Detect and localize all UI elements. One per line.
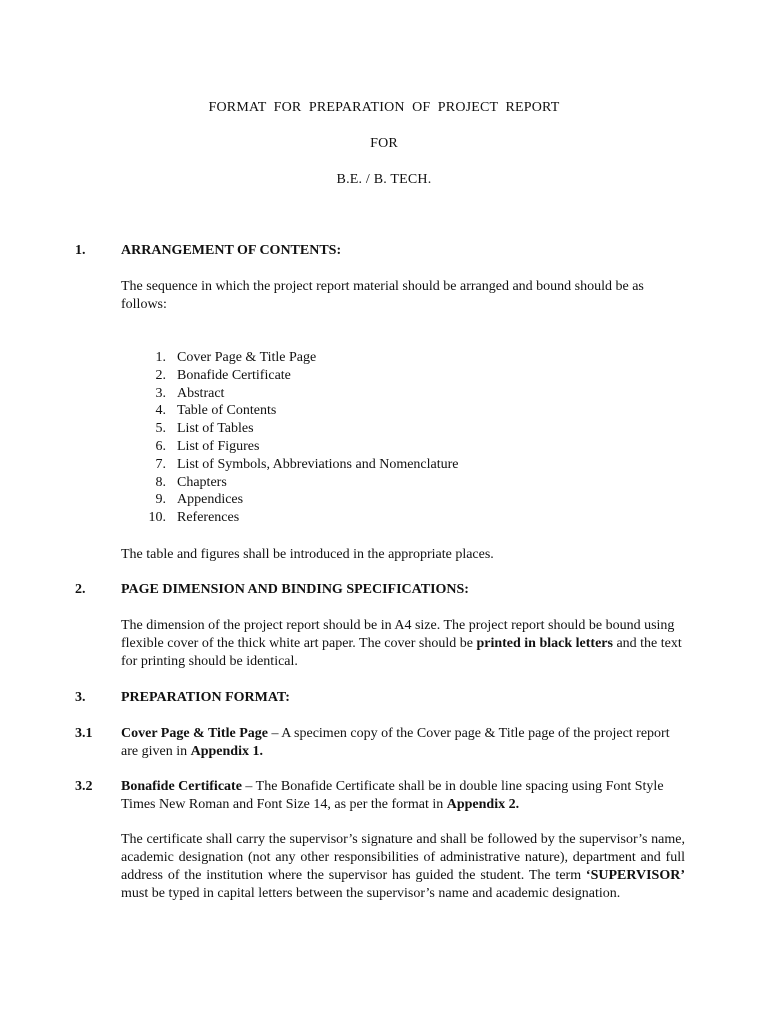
section-2-bold-text: printed in black letters	[476, 636, 613, 651]
list-item-text: List of Figures	[177, 438, 260, 454]
certificate-text: The certificate shall carry the supervisor’s signature and shall be followed by the supervisor’s name, academic designation (not any other responsibilities of administrative nature), department and full address of the institution where the supervisor has guided the student. The term	[121, 832, 685, 883]
section-3-number: 3.	[75, 690, 86, 705]
list-item	[121, 402, 459, 420]
list-item	[121, 509, 459, 527]
section-2-heading: PAGE DIMENSION AND BINDING SPECIFICATIONS:	[121, 582, 469, 597]
list-item-text: Cover Page & Title Page	[177, 350, 317, 365]
list-item	[121, 474, 459, 492]
list-item-number: 9.	[155, 492, 166, 508]
section-3-1-paragraph	[121, 725, 685, 761]
list-item-number: 7.	[155, 456, 166, 472]
section-1-number: 1.	[75, 243, 86, 258]
supervisor-term: ‘SUPERVISOR’	[585, 868, 685, 883]
list-item-number: 6.	[155, 438, 166, 454]
list-item-text: List of Symbols, Abbreviations and Nomenclature	[177, 456, 459, 472]
document-title: FORMAT FOR PREPARATION OF PROJECT REPORT	[208, 100, 560, 115]
document-title-for: FOR	[370, 136, 398, 151]
section-3-1-text: – A specimen copy of the Cover page & Title page of the project report are given in	[121, 726, 670, 759]
section-2-text: The dimension of the project report should be in A4 size. The project report should be bound using flexible cover of the thick white art paper. The cover should be	[121, 618, 675, 651]
section-1-closing: The table and figures shall be introduced in the appropriate places.	[121, 547, 494, 562]
list-item-number: 1.	[155, 350, 166, 365]
list-item-text: Table of Contents	[177, 403, 277, 419]
section-3-1-appendix: Appendix 1.	[190, 744, 263, 759]
list-item-text: List of Tables	[177, 421, 254, 437]
section-3-1-lead: Cover Page & Title Page	[121, 726, 268, 741]
list-item-text: Abstract	[177, 385, 225, 401]
section-1-intro: The sequence in which the project report material should be arranged and bound should be as follows:	[121, 279, 644, 312]
list-item-number: 8.	[155, 474, 166, 490]
section-3-2-number: 3.2	[75, 779, 93, 794]
list-item-text: Appendices	[177, 492, 244, 508]
list-item-text: References	[177, 510, 240, 526]
list-item-number: 10.	[148, 510, 166, 526]
list-item-number: 5.	[155, 421, 166, 437]
section-3-2-paragraph	[121, 778, 685, 814]
section-3-2-appendix: Appendix 2.	[446, 797, 520, 812]
certificate-text-end: must be typed in capital letters between the supervisor’s name and academic designation.	[121, 886, 621, 901]
section-2-paragraph	[121, 617, 685, 671]
list-item-text: Bonafide Certificate	[177, 367, 291, 383]
section-3-2-lead: Bonafide Certificate	[121, 779, 242, 794]
contents-list	[121, 349, 459, 527]
list-item	[121, 385, 459, 403]
section-1-heading: ARRANGEMENT OF CONTENTS:	[121, 243, 342, 258]
section-3-heading: PREPARATION FORMAT:	[121, 690, 290, 705]
list-item-number: 2.	[155, 367, 166, 383]
list-item-number: 3.	[155, 385, 166, 401]
certificate-paragraph	[121, 831, 685, 903]
list-item	[121, 349, 459, 367]
section-2-text-end: and the text for printing should be identical.	[121, 636, 682, 669]
list-item	[121, 438, 459, 456]
list-item	[121, 367, 459, 385]
section-2-number: 2.	[75, 582, 86, 597]
section-3-1-number: 3.1	[75, 726, 93, 741]
list-item	[121, 491, 459, 509]
document-title-degree: B.E. / B. TECH.	[336, 172, 432, 187]
section-3-2-text: – The Bonafide Certificate shall be in double line spacing using Font Style Times New Roman and Font Size 14, as per the format in	[121, 779, 664, 812]
list-item	[121, 420, 459, 438]
list-item-text: Chapters	[177, 474, 227, 490]
list-item	[121, 456, 459, 474]
list-item-number: 4.	[155, 403, 166, 419]
